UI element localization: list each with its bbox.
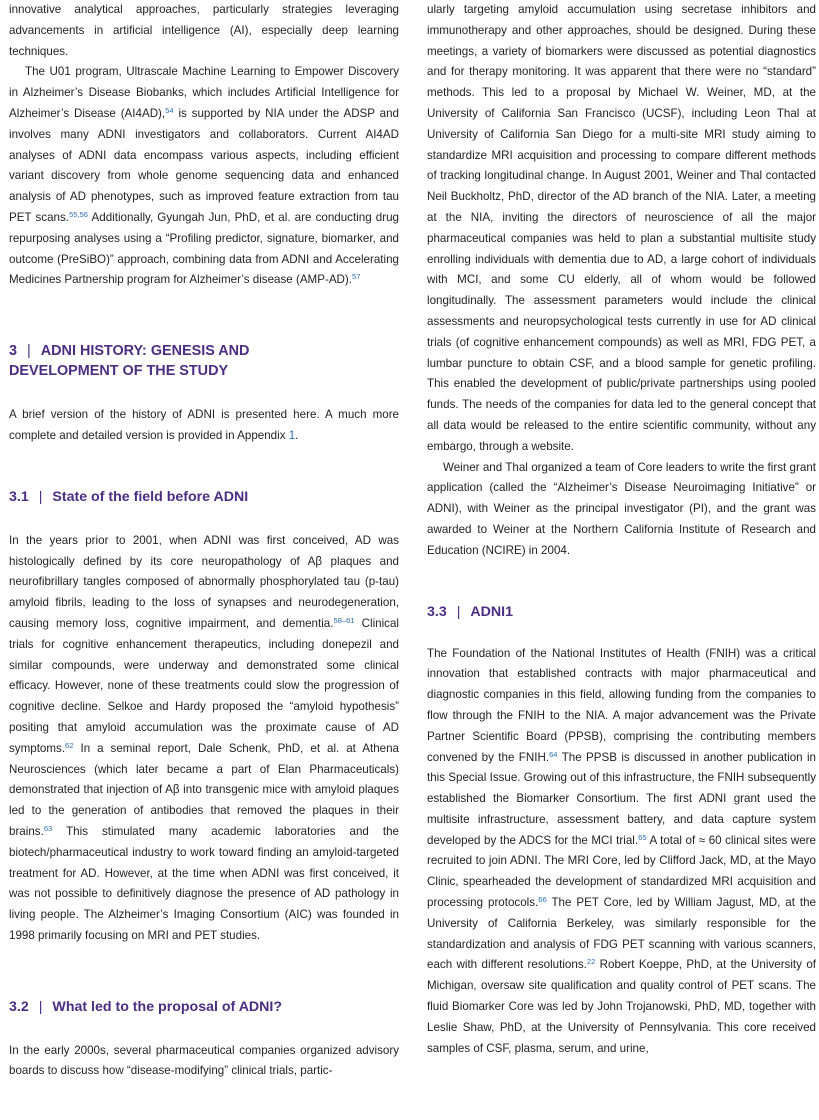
- right-column: [427, 0, 816, 1059]
- appendix-link[interactable]: 1: [288, 428, 296, 442]
- section-3-1-heading: [9, 487, 399, 507]
- paragraph-state-of-field: [9, 531, 399, 947]
- heading-separator: |: [38, 998, 43, 1015]
- paragraph-history-intro: [9, 405, 399, 447]
- citation-ref[interactable]: 57: [352, 272, 361, 282]
- text: Robert Koeppe, PhD, at the University of Michigan, oversaw site qualification and quality control of PET scans. The fluid Biomarker Core was led by John Trojanowski, PhD, MD, together with Leslie Shaw, PhD, at the University of Pennsylvania. This core received samples of CSF, plasma, serum, and urine,: [427, 958, 816, 1055]
- text: In the years prior to 2001, when ADNI was first conceived, AD was histologically defined by its core neuropathology of Aβ plaques and neurofibrillary tangles composed of abnormally phosphorylated tau (p-tau) amyloid fibrils, leading to the loss of synapses and neurodegeneration, causing memory loss, cognitive impairment, and dementia.: [9, 533, 399, 630]
- section-number: 3: [9, 343, 18, 360]
- citation-ref[interactable]: 66: [538, 895, 547, 905]
- paragraph-proposal-start: In the early 2000s, several pharmaceutical companies organized advisory boards to discuss how “disease-modifying” clinical trials, partic-: [9, 1043, 399, 1078]
- section-title-line2: DEVELOPMENT OF THE STUDY: [9, 363, 229, 380]
- paragraph-adni1: [427, 644, 816, 1060]
- text: is supported by NIA under the ADSP and involves many ADNI investigators and collaborators. Current AI4AD analyses of ADNI data encompass various aspects, including efficient variant discovery from whole genome sequencing data and enhanced analysis of AD phenotypes, such as improved feature extraction from tau PET scans.: [9, 106, 399, 224]
- text: Clinical trials for cognitive enhancement therapeutics, including donepezil and similar compounds, were underway and demonstrated some clinical efficacy. However, none of these treatments could slow the progression of cognitive decline. Selkoe and Hardy proposed the “amyloid hypothesis” positing that amyloid accumulation was the proximate cause of AD symptoms.: [9, 616, 399, 755]
- text: .: [295, 428, 299, 442]
- citation-ref[interactable]: 64: [549, 749, 558, 759]
- citation-ref[interactable]: 62: [65, 740, 74, 750]
- text: Additionally, Gyungah Jun, PhD, et al. are conducting drug repurposing analyses using a “Profiling predictor, signature, biomarker, and outcome (PreSiBO)” approach, combining data from ADNI and Accelerating Medicines Partnership program for Alzheimer’s disease (AMP-AD).: [9, 210, 399, 287]
- section-title: State of the field before ADNI: [52, 488, 249, 505]
- citation-ref[interactable]: 54: [165, 105, 174, 115]
- citation-ref[interactable]: 65: [638, 832, 647, 842]
- section-number: 3.3: [427, 603, 447, 620]
- heading-separator: |: [27, 343, 31, 360]
- text: The U01 program, Ultrascale Machine Learning to Empower Discovery in Alzheimer’s Disease Biobanks, which includes Artificial Intelligence for Alzheimer’s Disease (AI4AD),: [9, 65, 399, 120]
- citation-ref[interactable]: 63: [43, 823, 53, 833]
- section-3-heading: [9, 341, 399, 381]
- paragraph-ai-techniques: innovative analytical approaches, particularly strategies leveraging advancements in artificial intelligence (AI), especially deep learning techniques.: [9, 3, 399, 58]
- left-column: [9, 0, 399, 1082]
- heading-separator: |: [38, 488, 43, 505]
- text: A brief version of the history of ADNI is presented here. A much more complete and detailed version is provided in Appendix: [9, 408, 399, 442]
- text: This stimulated many academic laboratories and the biotech/pharmaceutical industry to work toward finding an amyloid-targeted treatment for AD. However, at the time when ADNI was first conceived, it was not possible to definitively diagnose the presence of AD pathology in living people. The Alzheimer’s Imaging Consortium (AIC) was founded in 1998 primarily focusing on MRI and PET studies.: [9, 824, 399, 942]
- section-title: ADNI1: [470, 603, 513, 620]
- citation-ref[interactable]: 55,56: [69, 209, 89, 219]
- paragraph-grant-application: Weiner and Thal organized a team of Core leaders to write the first grant application (called the “Alzheimer’s Disease Neuroimaging Initiative” or ADNI), with Weiner as the principal investigator (PI), and the grant was awarded to Weiner at the Northern California Institute of Research and Education (NCIRE) in 2004.: [427, 460, 816, 557]
- paragraph-u01-program: [9, 62, 399, 291]
- section-number: 3.2: [9, 998, 29, 1015]
- section-title: What led to the proposal of ADNI?: [52, 998, 283, 1015]
- section-number: 3.1: [9, 488, 29, 505]
- text: A total of ≈ 60 clinical sites were recruited to join ADNI. The MRI Core, led by Clifford Jack, MD, at the Mayo Clinic, spearheaded the development of standardized MRI acquisition and processing protocols.: [427, 833, 816, 910]
- heading-separator: |: [456, 603, 461, 620]
- section-title-line1: ADNI HISTORY: GENESIS AND: [40, 343, 250, 360]
- text: In a seminal report, Dale Schenk, PhD, et al. at Athena Neurosciences (which later became a part of Elan Pharmaceuticals) demonstrated that injection of Aβ into transgenic mice with amyloid plaques led to the generation of antibodies that removed the plaques in their brains.: [9, 741, 399, 838]
- citation-ref[interactable]: 22: [586, 957, 596, 967]
- text: The PPSB is discussed in another publication in this Special Issue. Growing out of this infrastructure, the FNIH subsequently established the Biomarker Consortium. The first ADNI grant used the multisite infrastructure, assessment battery, and data capture system developed by the ADCS for the MCI trial.: [427, 750, 816, 847]
- section-3-2-heading: [9, 997, 399, 1017]
- section-3-3-heading: [427, 602, 816, 622]
- paragraph-proposal-continued: ularly targeting amyloid accumulation using secretase inhibitors and immunotherapy and other approaches, should be designed. During these meetings, a variety of biomarkers were discussed as potential diagnostics and for therapy monitoring. It was apparent that there were no “standard” methods. This led to a proposal by Michael W. Weiner, MD, at the University of California San Francisco (UCSF), including Leon Thal at University of California San Diego for a multi-site MRI study aiming to standardize MRI acquisition and processing to compare different methods of tracking longitudinal change. In August 2001, Weiner and Thal contacted Neil Buckholtz, PhD, director of the AD branch of the NIA. Later, a meeting at the NIA, inviting the directors of neuroscience of all the major pharmaceutical companies was held to plan a substantial multisite study enrolling individuals with dementia due to AD, a large cohort of individuals with MCI, and some CU elderly, all of whom would be followed longitudinally. The assessment parameters would include the clinical assessments and neuropsychological tests currently in use for AD clinical trials (of cognitive enhancement compounds) as well as MRI, FDG PET, a lumbar puncture to obtain CSF, and a blood sample for genetic profiling. This enabled the development of public/private partnerships using pooled funds. The needs of the companies for data led to the general concept that all data would be released to the entire scientific community, without any embargo, through a website.: [427, 3, 816, 453]
- text: The Foundation of the National Institutes of Health (FNIH) was a critical innovation that established contracts with major pharmaceutical and diagnostic companies in this field, allowing funding from the companies to flow through the FNIH to the NIA. A major advancement was the Private Partner Scientific Board (PPSB), comprising the contributing members convened by the FNIH.: [427, 646, 816, 764]
- citation-ref[interactable]: 58–61: [333, 615, 355, 625]
- text: The PET Core, led by William Jagust, MD, at the University of California Berkeley, was similarly responsible for the standardization and analysis of FDG PET scanning with various scanners, each with different resolutions.: [427, 896, 816, 972]
